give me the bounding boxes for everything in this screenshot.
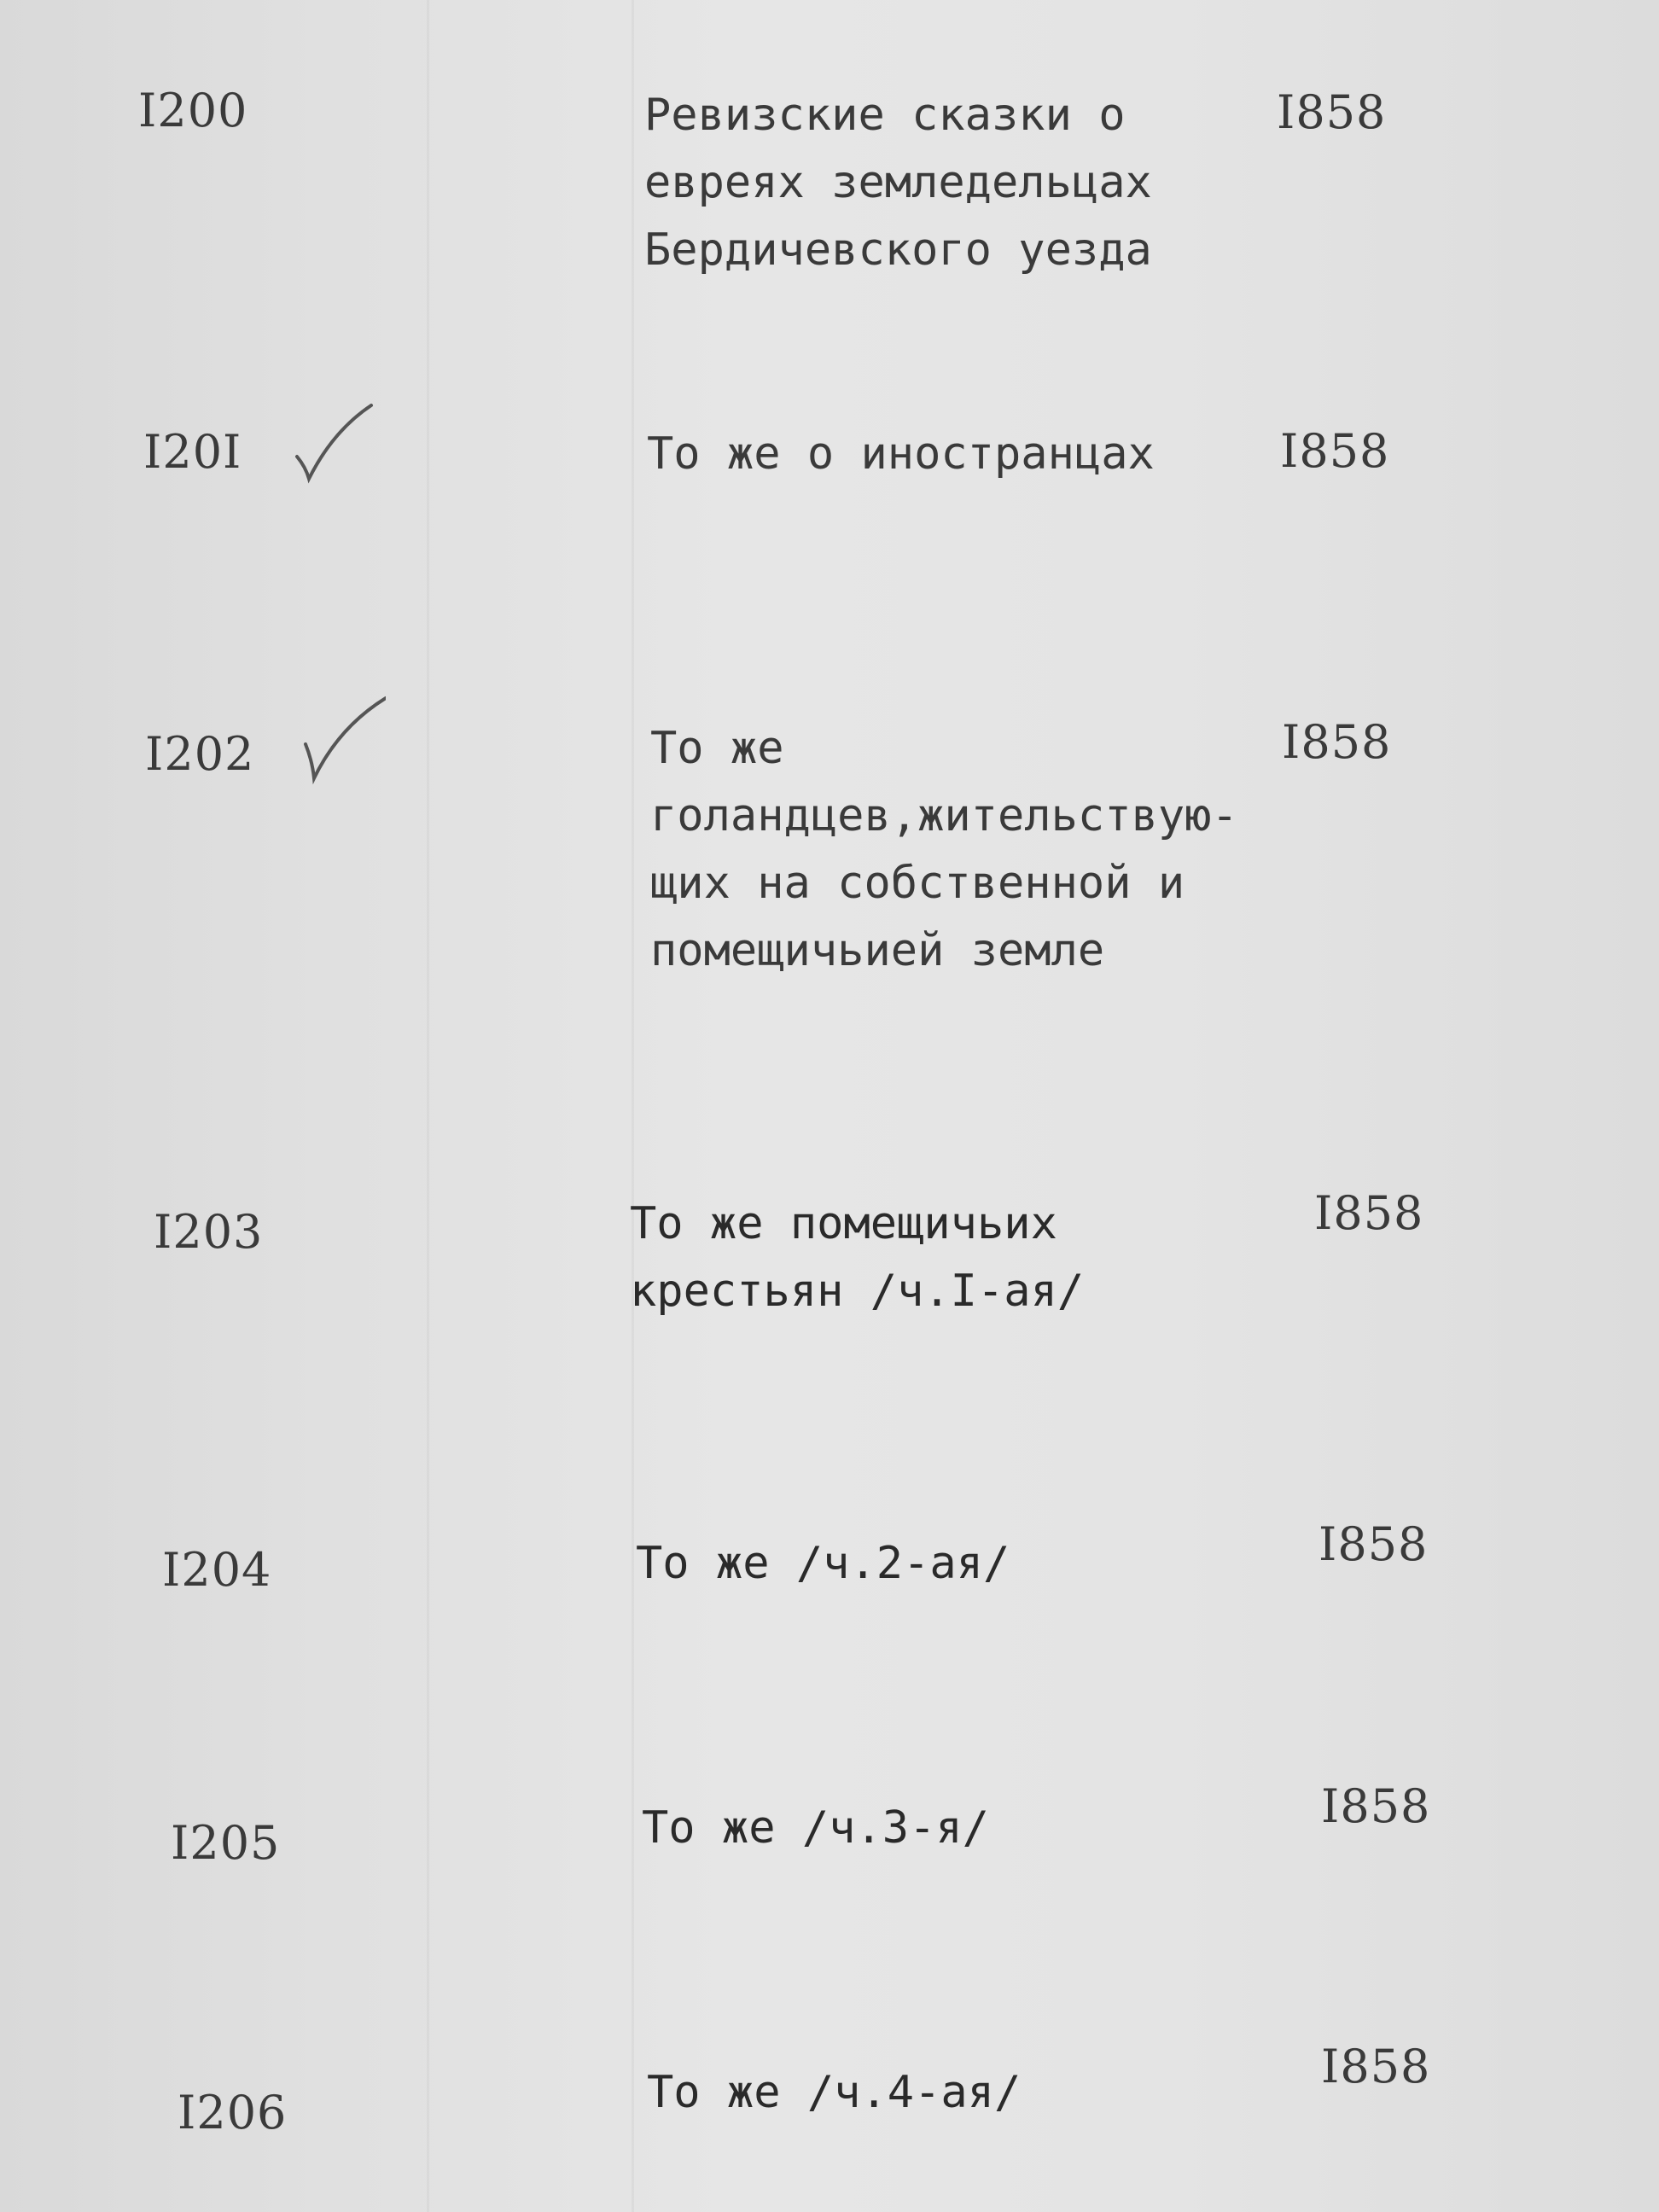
file-number: I20I bbox=[143, 425, 242, 479]
file-year: I858 bbox=[1314, 1186, 1424, 1240]
file-description: То же /ч.3-я/ bbox=[642, 1802, 989, 1854]
file-number: I205 bbox=[171, 1816, 281, 1870]
file-description: То же /ч.2-ая/ bbox=[636, 1538, 1010, 1589]
checkmark-icon bbox=[300, 693, 386, 787]
file-description: То же о иностранцах bbox=[647, 428, 1155, 480]
file-year: I858 bbox=[1318, 1517, 1429, 1571]
file-year: I858 bbox=[1321, 2040, 1431, 2093]
checkmark-icon bbox=[290, 397, 375, 491]
file-description: То же голандцев,жительствую- щих на собственной и помещичьией земле bbox=[650, 723, 1238, 976]
file-number: I203 bbox=[154, 1205, 264, 1259]
file-number: I202 bbox=[145, 727, 255, 781]
file-year: I858 bbox=[1280, 424, 1390, 478]
file-year: I858 bbox=[1277, 85, 1387, 139]
paper-fold-line bbox=[632, 0, 634, 2212]
file-number: I206 bbox=[178, 2086, 288, 2139]
file-year: I858 bbox=[1282, 715, 1392, 769]
file-description: То же помещичьих крестьян /ч.I-ая/ bbox=[630, 1198, 1085, 1317]
file-number: I204 bbox=[162, 1543, 272, 1597]
file-number: I200 bbox=[138, 84, 248, 137]
file-description: То же /ч.4-ая/ bbox=[647, 2067, 1022, 2118]
file-description: Ревизские сказки о евреях земледельцах Бердичевского уезда bbox=[644, 90, 1152, 276]
file-year: I858 bbox=[1321, 1779, 1431, 1833]
paper-fold-line bbox=[427, 0, 429, 2212]
